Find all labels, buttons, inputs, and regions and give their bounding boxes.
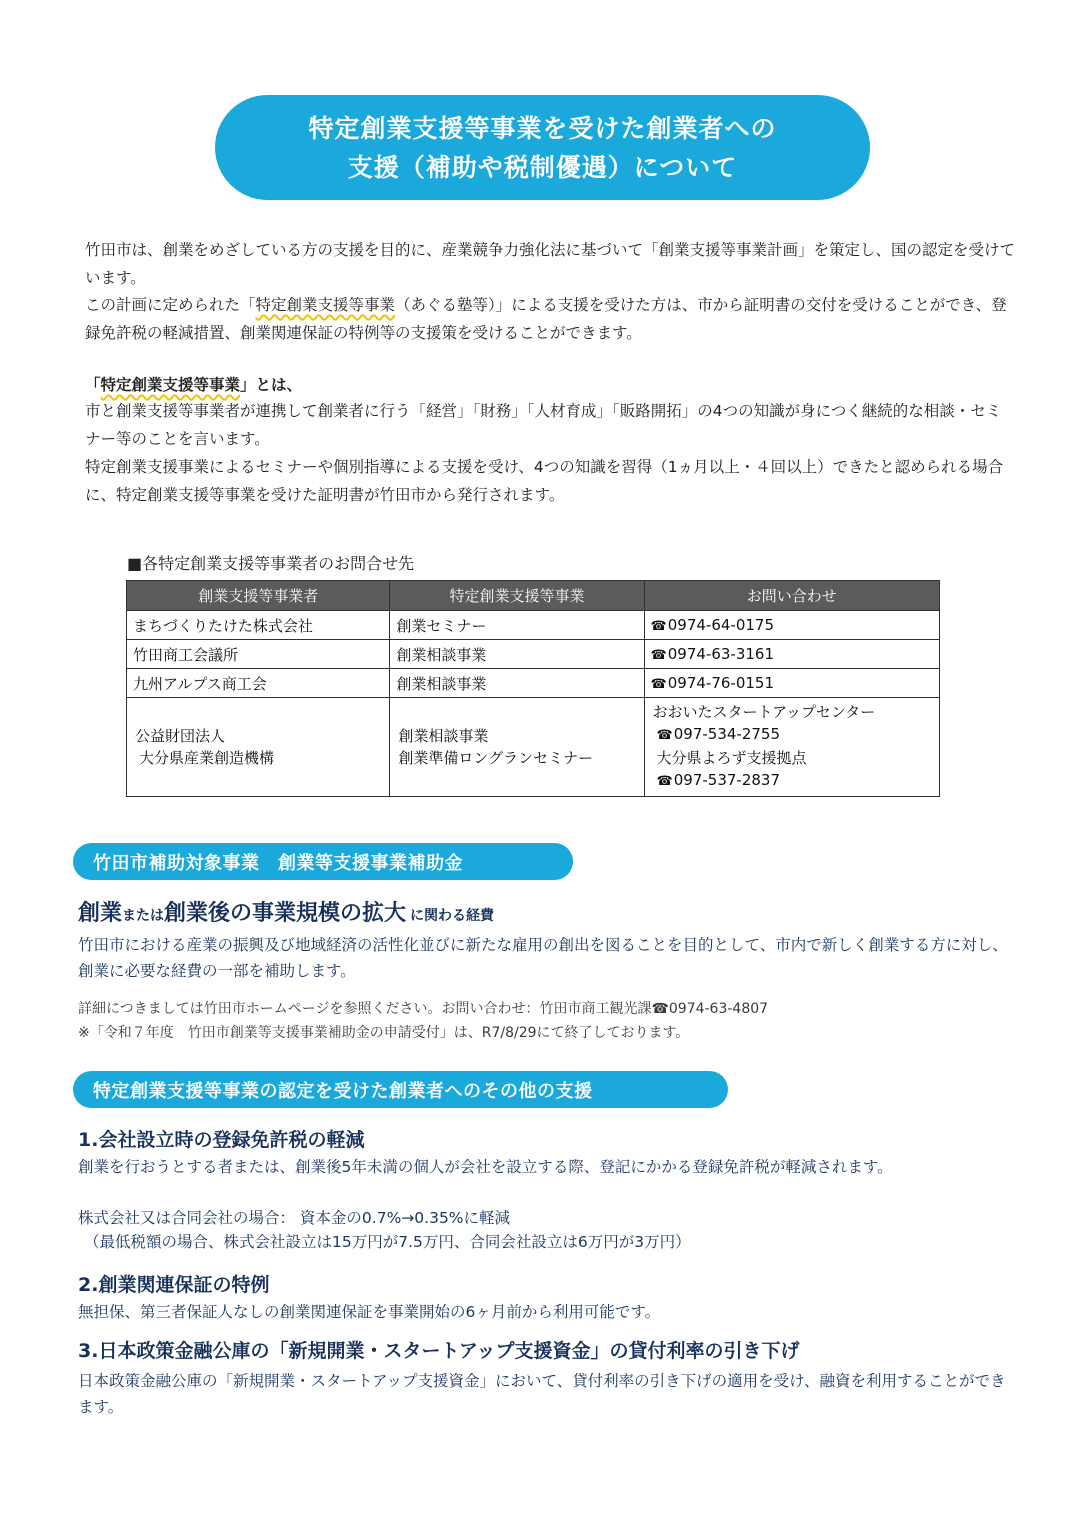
cell-program: 創業相談事業	[390, 640, 644, 669]
definition-paragraph-1: 市と創業支援等事業者が連携して創業者に行う「経営」「財務」「人材育成」「販路開拓」の4つの知識が身につく継続的な相談・セミナー等のことを言います。	[85, 402, 1002, 448]
definition-open-bracket: 「	[85, 376, 101, 394]
cell-org: 九州アルプス商工会	[127, 669, 390, 698]
header-org: 創業支援等事業者	[127, 581, 390, 611]
support-1-paragraph-1: 創業を行おうとする者または、創業後5年未満の個人が会社を設立する際、登記にかかる登録免許税が軽減されます。	[78, 1158, 893, 1176]
cell-tel	[644, 669, 939, 698]
highlighted-term: 特定創業支援等事業	[255, 296, 396, 314]
table-row	[127, 698, 940, 797]
cell-program	[390, 698, 644, 797]
cell-contact	[644, 698, 939, 797]
tel-number: 0974-63-3161	[667, 645, 775, 663]
contact-2-name: 大分県よろず支援拠点	[656, 749, 807, 767]
support-1-title: 1.会社設立時の登録免許税の軽減	[78, 1129, 365, 1151]
cell-tel	[644, 640, 939, 669]
program-line-2: 創業準備ロングランセミナー	[398, 749, 594, 767]
tel-number: 097-534-2755	[673, 725, 781, 743]
headline-part-3: 創業後の事業規模の拡大	[164, 901, 407, 926]
intro-p2-after: （あぐる塾等）」による支援を受けた方は、市から証明書の交付を受けることができ、登録免許税の軽減措置、創業関連保証の特例等の支援策を受けることができます。	[85, 296, 1007, 342]
contacts-table	[126, 580, 940, 797]
definition-close: 」とは、	[240, 376, 303, 394]
page-title	[215, 95, 870, 200]
support-2-paragraph: 無担保、第三者保証人なしの創業関連保証を事業開始の6ヶ月前から利用可能です。	[78, 1303, 661, 1321]
table-row	[127, 640, 940, 669]
intro-paragraph-2	[85, 292, 1015, 347]
program-line-1: 創業相談事業	[398, 727, 489, 745]
cell-program: 創業セミナー	[390, 611, 644, 640]
contact-1-tel	[653, 723, 931, 747]
cell-org	[127, 698, 390, 797]
support-2-title: 2.創業関連保証の特例	[78, 1274, 270, 1296]
page-title-line2: 支援（補助や税制優遇）について	[347, 152, 738, 182]
intro-p2-before: この計画に定められた「	[85, 296, 256, 314]
subsidy-note-2: ※「令和７年度 竹田市創業等支援事業補助金の申請受付」は、R7/8/29にて終了しております。	[78, 1025, 690, 1041]
header-program: 特定創業支援等事業	[390, 581, 644, 611]
header-contact: お問い合わせ	[644, 581, 939, 611]
cell-tel	[644, 611, 939, 640]
tel-number: 0974-76-0151	[667, 674, 775, 692]
contact-1-name: おおいたスタートアップセンター	[652, 703, 876, 721]
org-line-2: 大分県産業創造機構	[139, 749, 275, 767]
cell-program: 創業相談事業	[390, 669, 644, 698]
definition-heading	[85, 372, 1015, 400]
tel-number: 0974-64-0175	[667, 616, 775, 634]
other-support-band: 特定創業支援等事業の認定を受けた創業者へのその他の支援	[73, 1071, 728, 1108]
table-row	[127, 611, 940, 640]
org-line-1: 公益財団法人	[135, 727, 226, 745]
table-row	[127, 669, 940, 698]
contact-2-tel	[653, 769, 931, 793]
subsidy-headline	[78, 896, 494, 927]
support-1-paragraph-3: （最低税額の場合、株式会社設立は15万円が7.5万円、合同会社設立は6万円が3万円）	[84, 1233, 691, 1251]
page-title-line1: 特定創業支援等事業を受けた創業者への	[308, 113, 777, 143]
headline-part-4: に関わる経費	[410, 908, 495, 924]
phone-icon: ☎	[650, 677, 667, 692]
table-caption: ■各特定創業支援等事業者のお問合せ先	[127, 554, 415, 573]
headline-part-1: 創業	[78, 901, 123, 926]
support-1-paragraph-2: 株式会社又は合同会社の場合： 資本金の0.7%→0.35%に軽減	[78, 1209, 511, 1227]
support-3-title: 3.日本政策金融公庫の「新規開業・スタートアップ支援資金」の貸付利率の引き下げ	[78, 1340, 800, 1362]
cell-org: まちづくりたけた株式会社	[127, 611, 390, 640]
intro-paragraph-1: 竹田市は、創業をめざしている方の支援を目的に、産業競争力強化法に基づいて「創業支援等事業計画」を策定し、国の認定を受けています。	[85, 241, 1016, 287]
definition-term: 特定創業支援等事業	[100, 376, 241, 394]
headline-part-2: または	[122, 908, 165, 924]
phone-icon: ☎	[650, 619, 667, 634]
subsidy-note-1: 詳細につきましては竹田市ホームページを参照ください。お問い合わせ：竹田市商工観光課☎0974-63-4807	[78, 1001, 769, 1017]
phone-icon: ☎	[650, 648, 667, 663]
tel-number: 097-537-2837	[673, 771, 781, 789]
table-header-row	[127, 581, 940, 611]
phone-icon: ☎	[656, 728, 673, 743]
definition-paragraph-2: 特定創業支援事業によるセミナーや個別指導による支援を受け、4つの知識を習得（1ヵ月以上・４回以上）できたと認められる場合に、特定創業支援等事業を受けた証明書が竹田市から発行されます。	[85, 458, 1004, 504]
support-3-paragraph: 日本政策金融公庫の「新規開業・スタートアップ支援資金」において、貸付利率の引き下げの適用を受け、融資を利用することができます。	[78, 1372, 1006, 1416]
subsidy-body: 竹田市における産業の振興及び地域経済の活性化並びに新たな雇用の創出を図ることを目的として、市内で新しく創業する方に対し、創業に必要な経費の一部を補助します。	[78, 936, 1008, 980]
phone-icon: ☎	[656, 774, 673, 789]
cell-org: 竹田商工会議所	[127, 640, 390, 669]
subsidy-section-band: 竹田市補助対象事業 創業等支援事業補助金	[73, 843, 573, 880]
